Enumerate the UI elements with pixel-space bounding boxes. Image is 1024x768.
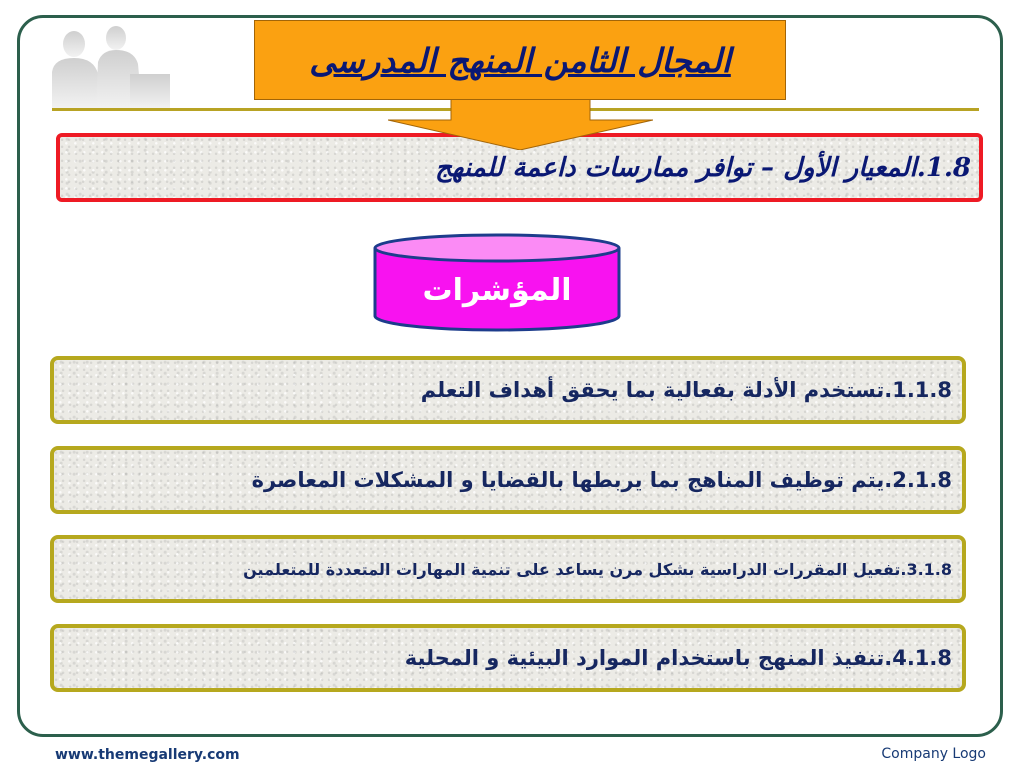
indicator-item	[50, 535, 966, 603]
indicators-heading: المؤشرات	[422, 272, 572, 308]
footer-company-logo: Company Logo	[881, 746, 986, 762]
indicator-text: 4.1.8.تنفيذ المنهج باستخدام الموارد البيئية و المحلية	[404, 646, 952, 670]
indicator-item	[50, 446, 966, 514]
indicator-text: 3.1.8.تفعيل المقررات الدراسية بشكل مرن يساعد على تنمية المهارات المتعددة للمتعلمين	[243, 559, 952, 579]
indicator-item	[50, 356, 966, 424]
people-silhouette-icon	[44, 24, 172, 108]
down-arrow-icon	[388, 98, 653, 150]
standard-label: 1.8.المعيار الأول – توافر ممارسات داعمة للمنهج	[435, 152, 971, 183]
footer-url[interactable]: www.themegallery.com	[55, 747, 240, 763]
indicator-item	[50, 624, 966, 692]
indicator-text: 1.1.8.تستخدم الأدلة بفعالية بما يحقق أهداف التعلم	[420, 378, 952, 402]
slide-title: المجال الثامن المنهج المدرسى	[309, 40, 731, 80]
title-box	[254, 20, 786, 100]
indicator-text: 2.1.8.يتم توظيف المناهج بما يربطها بالقضايا و المشكلات المعاصرة	[251, 468, 952, 492]
